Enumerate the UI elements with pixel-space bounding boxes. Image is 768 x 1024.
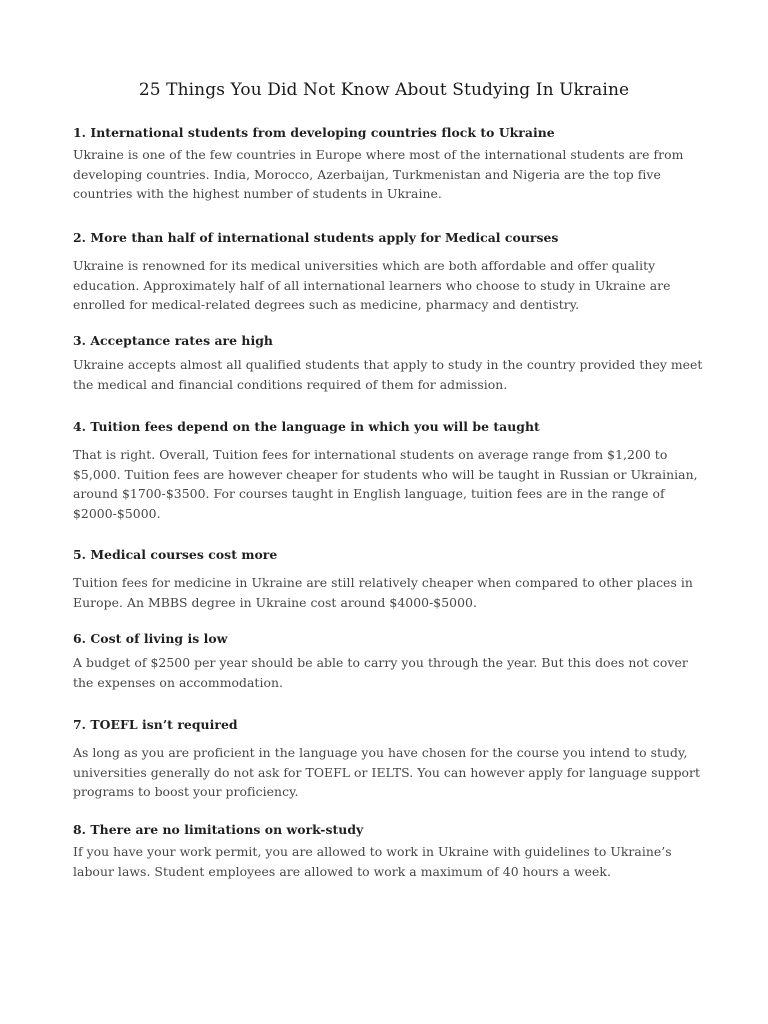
section-body: As long as you are proficient in the language you have chosen for the course you intend to study, universities generally do not ask for TOEFL or IELTS. You can however apply for language support programs to boost your proficiency. (73, 745, 701, 799)
section-heading: 2. More than half of international students apply for Medical courses (73, 230, 559, 245)
section-5 (73, 546, 703, 612)
section-heading: 3. Acceptance rates are high (73, 333, 273, 348)
section-2 (73, 229, 703, 315)
section-6 (73, 630, 703, 692)
page-title: 25 Things You Did Not Know About Studying In Ukraine (138, 80, 630, 100)
section-heading: 8. There are no limitations on work-study (73, 822, 364, 837)
section-heading: 6. Cost of living is low (73, 631, 228, 646)
section-body: Ukraine is renowned for its medical universities which are both affordable and offer quality education. Approximately half of all international learners who choose to study in Ukraine are enrolled for medical-related degrees such as medicine, pharmacy and dentistry. (73, 258, 671, 312)
section-heading: 7. TOEFL isn’t required (73, 717, 238, 732)
section-8 (73, 821, 703, 881)
section-heading: 1. International students from developing countries flock to Ukraine (73, 125, 555, 140)
section-7 (73, 716, 703, 802)
section-body: Tuition fees for medicine in Ukraine are still relatively cheaper when compared to other places in Europe. An MBBS degree in Ukraine cost around $4000-$5000. (73, 575, 693, 610)
section-body: A budget of $2500 per year should be able to carry you through the year. But this does not cover the expenses on accommodation. (73, 655, 688, 690)
section-heading: 5. Medical courses cost more (73, 547, 278, 562)
section-3 (73, 332, 703, 394)
section-heading: 4. Tuition fees depend on the language in which you will be taught (73, 419, 540, 434)
section-body: Ukraine accepts almost all qualified students that apply to study in the country provided they meet the medical and financial conditions required of them for admission. (73, 357, 703, 392)
section-body: Ukraine is one of the few countries in Europe where most of the international students are from developing countries. India, Morocco, Azerbaijan, Turkmenistan and Nigeria are the top five countries with the highest number of students in Ukraine. (73, 147, 684, 201)
section-body: If you have your work permit, you are allowed to work in Ukraine with guidelines to Ukraine’s labour laws. Student employees are allowed to work a maximum of 40 hours a week. (73, 844, 672, 879)
section-4 (73, 418, 703, 523)
section-1 (73, 124, 703, 204)
section-body: That is right. Overall, Tuition fees for international students on average range from $1,200 to $5,000. Tuition fees are however cheaper for students who will be taught in Russian or Ukrainian, around $1700-$3500. For courses taught in English language, tuition fees are in the range of $2000-$5000. (73, 447, 698, 521)
